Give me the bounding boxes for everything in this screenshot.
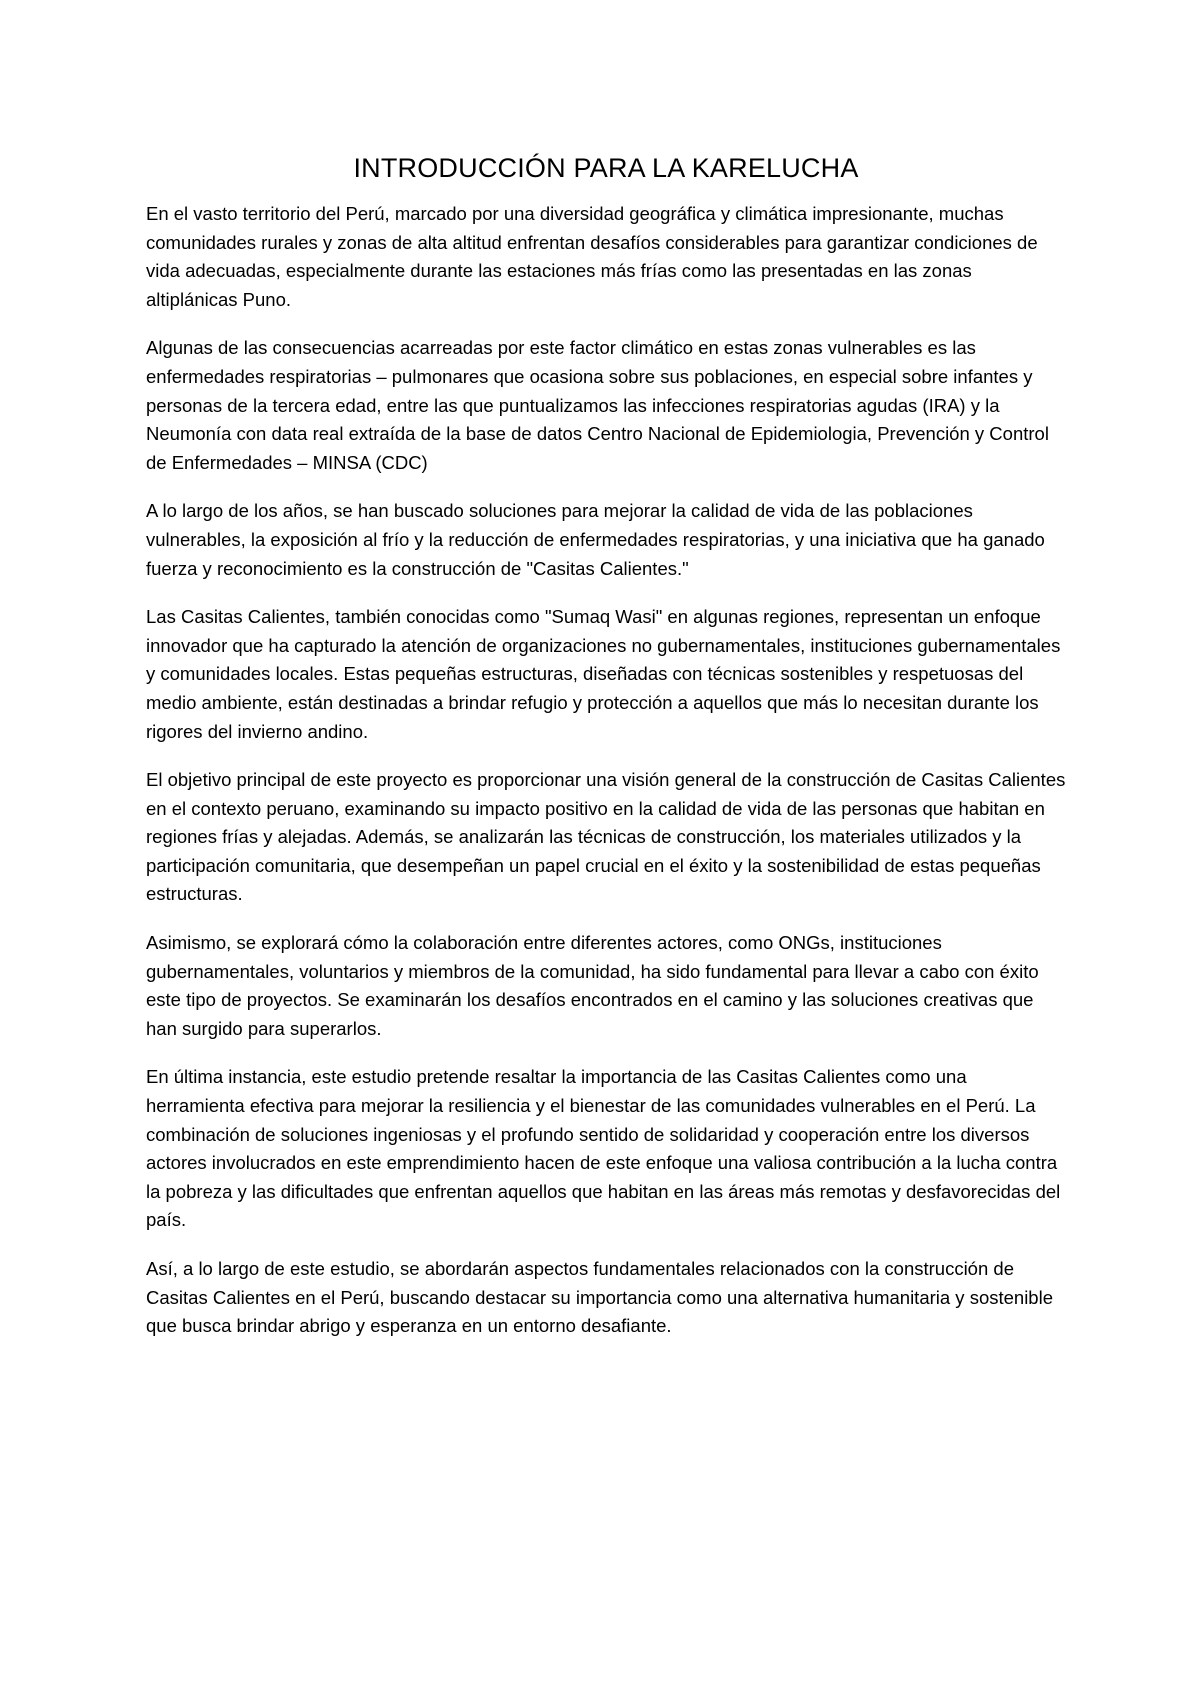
document-body bbox=[146, 146, 1066, 1361]
paragraph-solutions: A lo largo de los años, se han buscado soluciones para mejorar la calidad de vida de las poblaciones vulnerables, la exposición al frío y la reducción de enfermedades respiratorias, y una iniciativa que ha ganado fuerza y reconocimiento es la construcción de "Casitas Calientes." bbox=[146, 500, 1045, 579]
paragraph-importance: En última instancia, este estudio pretende resaltar la importancia de las Casitas Calientes como una herramienta efectiva para mejorar la resiliencia y el bienestar de las comunidades vulnerables en el Perú. La combinación de soluciones ingeniosas y el profundo sentido de solidaridad y cooperación entre los diversos actores involucrados en este emprendimiento hacen de este enfoque una valiosa contribución a la lucha contra la pobreza y las dificultades que enfrentan aquellos que habitan en las áreas más remotas y desfavorecidas del país. bbox=[146, 1066, 1061, 1231]
paragraph-objective: El objetivo principal de este proyecto es proporcionar una visión general de la construcción de Casitas Calientes en el contexto peruano, examinando su impacto positivo en la calidad de vida de las personas que habitan en regiones frías y alejadas. Además, se analizarán las técnicas de construcción, los materiales utilizados y la participación comunitaria, que desempeñan un papel crucial en el éxito y la sostenibilidad de estas pequeñas estructuras. bbox=[146, 769, 1066, 905]
paragraph-conclusion: Así, a lo largo de este estudio, se abordarán aspectos fundamentales relacionados con la construcción de Casitas Calientes en el Perú, buscando destacar su importancia como una alternativa humanitaria y sostenible que busca brindar abrigo y esperanza en un entorno desafiante. bbox=[146, 1258, 1053, 1337]
paragraph-casitas-calientes: Las Casitas Calientes, también conocidas como "Sumaq Wasi" en algunas regiones, representan un enfoque innovador que ha capturado la atención de organizaciones no gubernamentales, instituciones gubernamentales y comunidades locales. Estas pequeñas estructuras, diseñadas con técnicas sostenibles y respetuosas del medio ambiente, están destinadas a brindar refugio y protección a aquellos que más lo necesitan durante los rigores del invierno andino. bbox=[146, 606, 1061, 742]
document-title: INTRODUCCIÓN PARA LA KARELUCHA bbox=[353, 153, 859, 183]
paragraph-collaboration: Asimismo, se explorará cómo la colaboración entre diferentes actores, como ONGs, instituciones gubernamentales, voluntarios y miembros de la comunidad, ha sido fundamental para llevar a cabo con éxito este tipo de proyectos. Se examinarán los desafíos encontrados en el camino y las soluciones creativas que han surgido para superarlos. bbox=[146, 932, 1039, 1039]
paragraph-intro: En el vasto territorio del Perú, marcado por una diversidad geográfica y climática impresionante, muchas comunidades rurales y zonas de alta altitud enfrentan desafíos considerables para garantizar condiciones de vida adecuadas, especialmente durante las estaciones más frías como las presentadas en las zonas altiplánicas Puno. bbox=[146, 203, 1038, 310]
paragraph-consequences: Algunas de las consecuencias acarreadas por este factor climático en estas zonas vulnerables es las enfermedades respiratorias – pulmonares que ocasiona sobre sus poblaciones, en especial sobre infantes y personas de la tercera edad, entre las que puntualizamos las infecciones respiratorias agudas (IRA) y la Neumonía con data real extraída de la base de datos Centro Nacional de Epidemiologia, Prevención y Control de Enfermedades – MINSA (CDC) bbox=[146, 337, 1049, 473]
